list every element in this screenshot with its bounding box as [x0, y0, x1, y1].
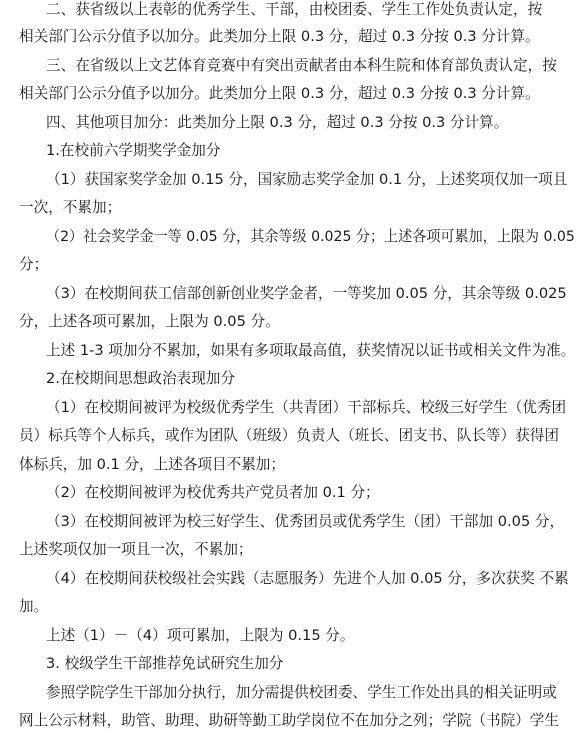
text-line: （2）在校期间被评为校优秀共产党员者加 0.1 分；: [46, 484, 380, 501]
text-line: （3）在校期间被评为校三好学生、优秀团员或优秀学生（团）干部加 0.05 分，: [46, 513, 565, 530]
text-line: 分，上述各项可累加，上限为 0.05 分。: [19, 313, 280, 330]
text-line: 加。: [19, 598, 49, 615]
section-heading: 2.在校期间思想政治表现加分: [46, 370, 236, 387]
text-line: （1）在校期间被评为校级优秀学生（共青团）干部标兵、校级三好学生（优秀团: [46, 399, 567, 416]
text-line: 相关部门公示分值予以加分。此类加分上限 0.3 分，超过 0.3 分按 0.3 分计算。: [19, 28, 540, 45]
text-line: 参照学院学生干部加分执行，加分需提供校团委、学生工作处出具的相关证明或: [46, 684, 557, 701]
text-line: 四、其他项目加分：此类加分上限 0.3 分，超过 0.3 分按 0.3 分计算。: [46, 114, 509, 131]
text-line: 三、在省级以上文艺体育竞赛中有突出贡献者由本科生院和体育部负责认定，按: [46, 57, 557, 74]
section-heading: 3. 校级学生干部推荐免试研究生加分: [46, 655, 284, 672]
text-line: 相关部门公示分值予以加分。此类加分上限 0.3 分，超过 0.3 分按 0.3 分计算。: [19, 85, 540, 102]
text-line: （1）获国家奖学金加 0.15 分，国家励志奖学金加 0.1 分，上述奖项仅加一项且: [46, 171, 568, 188]
text-line: 员）标兵等个人标兵，或作为团队（班级）负责人（班长、团支书、队长等）获得团: [19, 427, 559, 444]
text-line: 上述 1-3 项加分不累加，如果有多项取最高值，获奖情况以证书或相关文件为准。: [46, 342, 576, 359]
text-line: 上述奖项仅加一项且一次，不累加；: [19, 541, 253, 558]
section-heading: 1.在校前六学期奖学金加分: [46, 142, 221, 159]
text-line: 分；: [19, 256, 49, 273]
text-line: 上述（1）－（4）项可累加，上限为 0.15 分。: [46, 627, 355, 644]
text-line: （4）在校期间获校级社会实践（志愿服务）先进个人加 0.05 分，多次获奖 不累: [46, 570, 569, 587]
text-line: （3）在校期间获工信部创新创业奖学金者，一等奖加 0.05 分，其余等级 0.025: [46, 285, 567, 302]
text-line: （2）社会奖学金一等 0.05 分，其余等级 0.025 分；上述各项可累加，上限为 0.05: [46, 228, 575, 245]
text-line: 二、获省级以上表彰的优秀学生、干部，由校团委、学生工作处负责认定，按: [46, 1, 543, 18]
text-line: 体标兵，加 0.1 分，上述各项目不累加；: [19, 456, 285, 473]
text-line: 网上公示材料，助管、助理、助研等勤工助学岗位不在加分之列；学院（书院）学生: [19, 712, 559, 729]
text-line: 一次，不累加；: [19, 199, 122, 216]
